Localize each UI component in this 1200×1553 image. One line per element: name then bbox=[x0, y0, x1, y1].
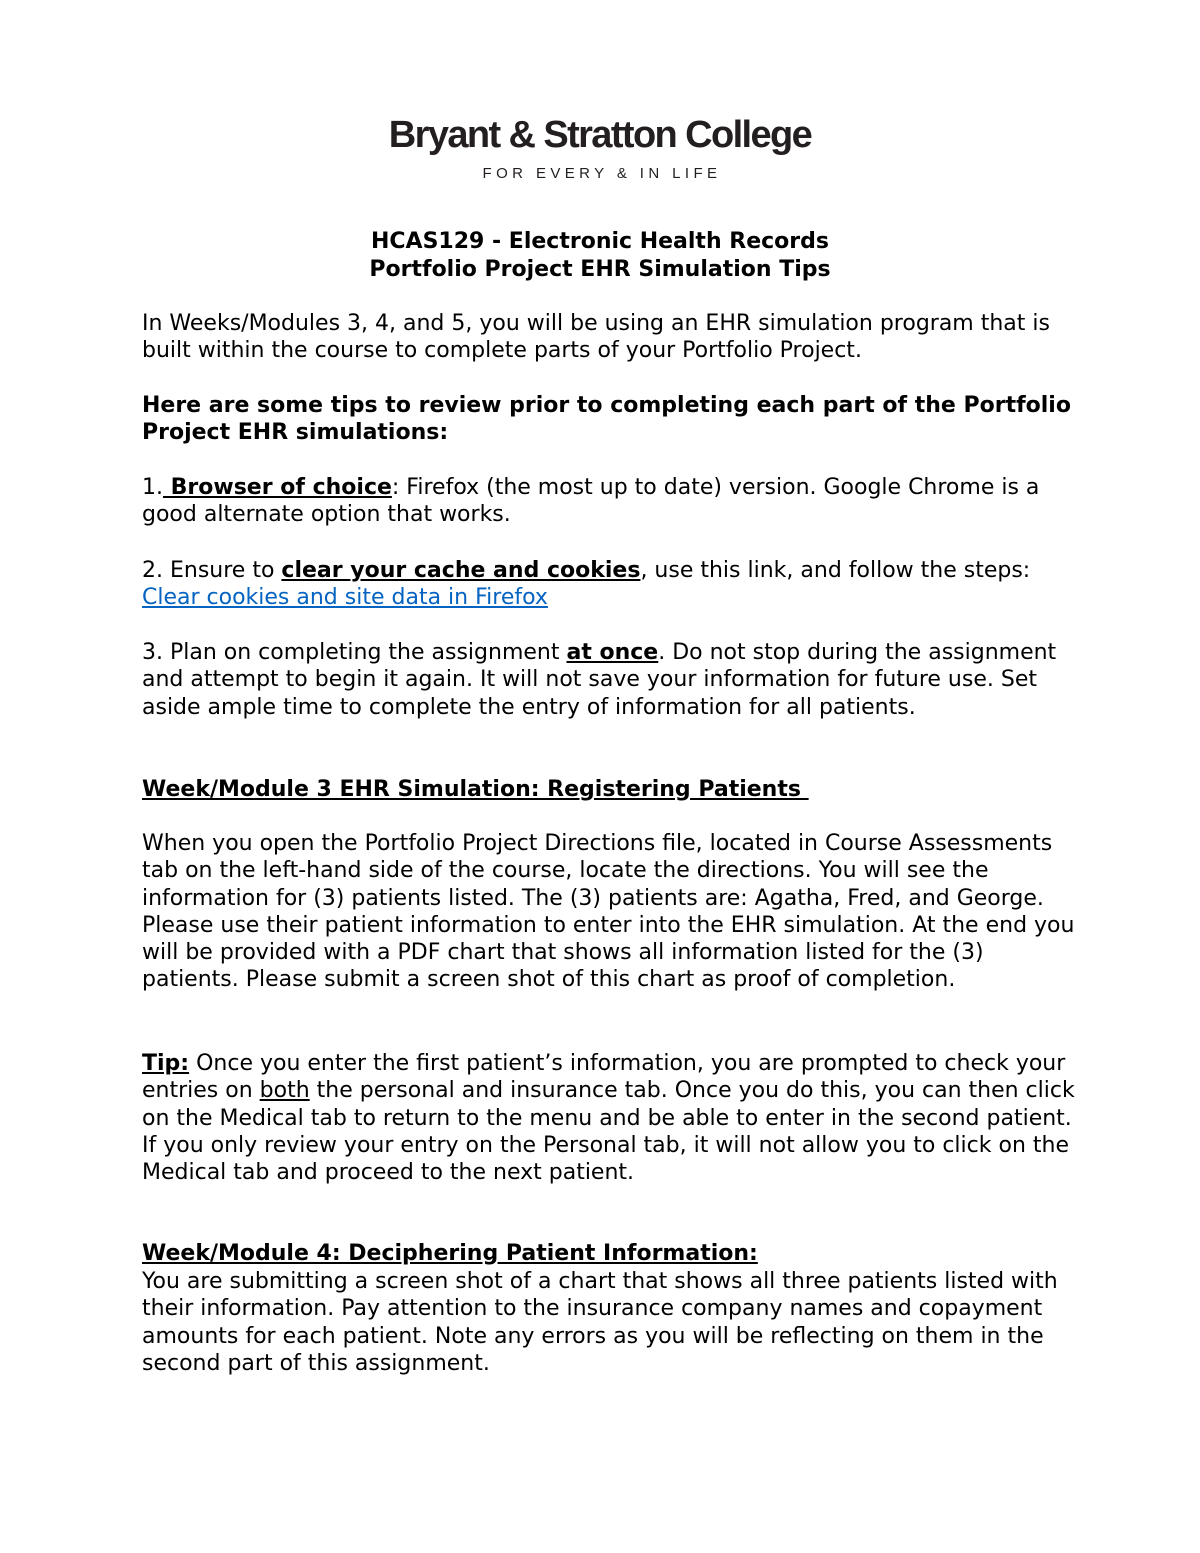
title-line-2: Portfolio Project EHR Simulation Tips bbox=[369, 257, 831, 282]
college-name: Bryant & Stratton College bbox=[388, 114, 812, 156]
week3-heading: Week/Module 3 EHR Simulation: Registering Patients bbox=[142, 777, 809, 802]
title-line-1: HCAS129 - Electronic Health Records bbox=[371, 229, 829, 254]
tip-3-label: at once bbox=[566, 640, 659, 665]
firefox-cookies-link[interactable]: Clear cookies and site data in Firefox bbox=[142, 585, 548, 611]
tip-2-prefix: 2. Ensure to bbox=[142, 558, 282, 583]
tip-1 bbox=[142, 474, 1082, 529]
tip-3 bbox=[142, 639, 1082, 721]
tip-3-prefix: 3. Plan on completing the assignment bbox=[142, 640, 567, 665]
tip-2-text: , use this link, and follow the steps: bbox=[640, 558, 1031, 583]
week3-paragraph: When you open the Portfolio Project Directions file, located in Course Assessments tab on the left-hand side of the course, locate the directions. You will see the information for (3) patients listed. The (3) patients are: Agatha, Fred, and George. Please use their patient information to enter into the EHR simulation. At the end you will be provided with a PDF chart that shows all information listed for the (3) patients. Please submit a screen shot of this chart as proof of completion. bbox=[142, 831, 1075, 993]
tip-1-text: : Firefox (the most up to date) version. Google Chrome is a good alternate option that works. bbox=[142, 475, 1040, 528]
college-logo bbox=[0, 112, 1200, 184]
tips-heading: Here are some tips to review prior to completing each part of the Portfolio Project EHR simulations: bbox=[142, 393, 1071, 446]
week4-heading: Week/Module 4: Deciphering Patient Information: bbox=[142, 1241, 758, 1266]
document-title bbox=[0, 228, 1200, 284]
week3-tip-both: both bbox=[259, 1078, 310, 1104]
week3-tip-label: Tip: bbox=[142, 1051, 190, 1076]
week3-tip bbox=[142, 1050, 1082, 1186]
tip-3-text: . Do not stop during the assignment and attempt to begin it again. It will not save your information for future use. Set aside ample time to complete the entry of information for all patients. bbox=[142, 640, 1057, 720]
tip-2-label: clear your cache and cookies bbox=[281, 558, 641, 583]
week3-tip-text-a: Once you enter the first patient’s information, you are prompted to check your entries on bbox=[142, 1051, 1066, 1104]
week4-paragraph: You are submitting a screen shot of a chart that shows all three patients listed with their information. Pay attention to the insurance company names and copayment amounts for each patient. Note any errors as you will be reflecting on them in the second part of this assignment. bbox=[142, 1269, 1058, 1376]
tip-1-number: 1. bbox=[142, 475, 163, 500]
college-tagline: FOR EVERY & IN LIFE bbox=[482, 165, 722, 182]
week3-tip-text-b: the personal and insurance tab. Once you do this, you can then click on the Medical tab to return to the menu and be able to enter in the second patient. If you only review your entry on the Personal tab, it will not allow you to click on the Medical tab and proceed to the next patient. bbox=[142, 1078, 1075, 1186]
intro-paragraph: In Weeks/Modules 3, 4, and 5, you will be using an EHR simulation program that is built within the course to complete parts of your Portfolio Project. bbox=[142, 311, 1050, 364]
tip-1-label: Browser of choice bbox=[163, 475, 392, 500]
tip-2 bbox=[142, 557, 1082, 612]
